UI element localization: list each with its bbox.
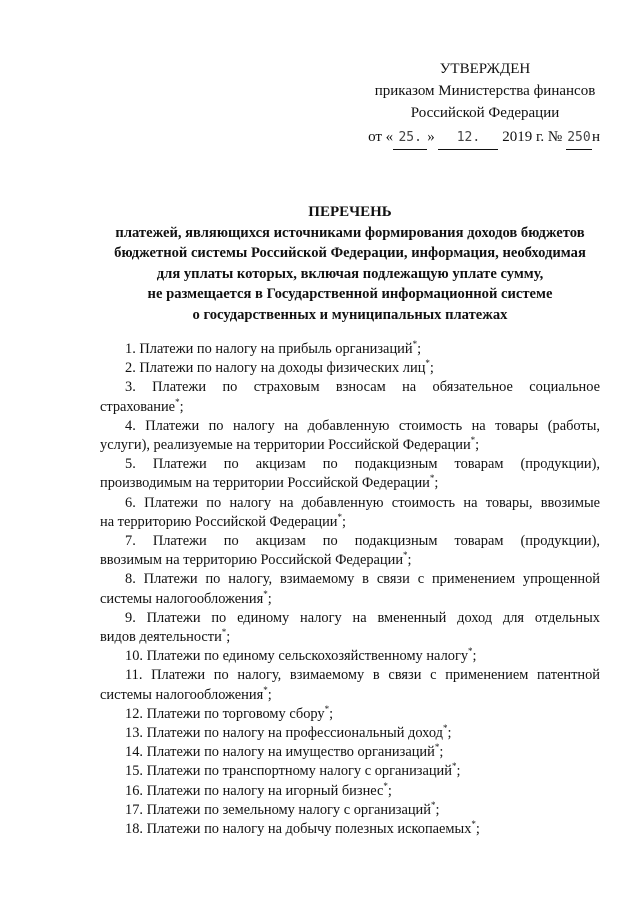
order-day: 25. <box>393 127 427 150</box>
list-item-text: 18. Платежи по налогу на добычу полезных ископаемых <box>125 821 472 838</box>
list-item-line <box>100 724 600 743</box>
list-item <box>100 455 600 493</box>
list-item-tail: ; <box>475 821 480 838</box>
footnote-mark: * <box>403 550 408 561</box>
list-item-text: 15. Платежи по транспортному налогу с организаций <box>125 763 452 780</box>
list-item-tail: ; <box>267 590 272 607</box>
list-item-line <box>100 474 600 493</box>
list-item-text: 12. Платежи по торговому сбору <box>125 705 325 722</box>
list-item-text: услуги), реализуемые на территории Российской Федерации <box>100 437 471 454</box>
list-item-line <box>100 378 600 397</box>
list-item-text: системы налогообложения <box>100 590 264 607</box>
approval-line-1: приказом Министерства финансов <box>374 83 596 99</box>
list-item-text: страхование <box>100 398 176 415</box>
footnote-mark: * <box>471 819 476 830</box>
list-item-tail: ; <box>329 705 334 722</box>
approval-line-2: Российской Федерации <box>410 105 560 121</box>
list-item <box>100 340 600 359</box>
list-item-text: 17. Платежи по земельному налогу с организаций <box>125 801 431 818</box>
footnote-mark: * <box>263 684 268 695</box>
document-title <box>90 202 610 326</box>
list-item-line <box>100 762 600 781</box>
title-line: бюджетной системы Российской Федерации, информация, необходимая <box>114 245 586 262</box>
list-item-line <box>100 647 600 666</box>
title-line: о государственных и муниципальных платежах <box>192 306 508 323</box>
list-item-line <box>100 590 600 609</box>
list-item-line <box>100 705 600 724</box>
footnote-mark: * <box>175 396 180 407</box>
list-item <box>100 532 600 570</box>
list-item-line <box>100 820 600 839</box>
list-item <box>100 609 600 647</box>
list-item <box>100 666 600 704</box>
list-item-tail: ; <box>341 513 346 530</box>
footnote-mark: * <box>442 723 448 734</box>
footnote-mark: * <box>468 646 473 657</box>
list-item <box>100 762 600 781</box>
list-item-line <box>100 609 600 628</box>
title-line: не размещается в Государственной информационной системе <box>147 286 553 303</box>
list-item-tail: ; <box>387 782 392 799</box>
list-item-text: на территорию Российской Федерации <box>100 513 338 530</box>
list-item-text: ввозимым на территорию Российской Федерации <box>100 552 404 569</box>
date-prefix: от « <box>368 129 394 145</box>
list-item-text: 8. Платежи по налогу, взимаемому в связи с применением упрощенной <box>125 571 600 588</box>
footnote-mark: * <box>425 358 430 369</box>
list-item-line <box>100 666 600 685</box>
list-item-tail: ; <box>447 725 452 742</box>
list-item <box>100 705 600 724</box>
list-item-line <box>100 398 600 417</box>
list-item-text: 7. Платежи по акцизам по подакцизным товарам (продукции), <box>125 533 600 550</box>
list-item-line <box>100 359 600 378</box>
approval-block <box>360 58 610 150</box>
list-item-tail: ; <box>475 437 480 454</box>
footnote-mark: * <box>430 800 436 811</box>
list-item-line <box>100 494 600 513</box>
list-item-line <box>100 628 600 647</box>
list-item <box>100 417 600 455</box>
footnote-mark: * <box>470 435 476 446</box>
footnote-mark: * <box>383 780 388 791</box>
list-item-text: 3. Платежи по страховым взносам на обязательное социальное <box>125 379 600 396</box>
list-item-line <box>100 551 600 570</box>
list-item-text: производимым на территории Российской Федерации <box>100 475 430 492</box>
list-item-line <box>100 436 600 455</box>
footnote-mark: * <box>221 627 227 638</box>
list-item <box>100 378 600 416</box>
list-item-line <box>100 340 600 359</box>
title-line: платежей, являющихся источниками формирования доходов бюджетов <box>115 224 585 241</box>
list-item-text: 11. Платежи по налогу, взимаемому в связи с применением патентной <box>125 667 600 684</box>
footnote-mark: * <box>324 704 330 715</box>
list-item-text: 1. Платежи по налогу на прибыль организаций <box>125 341 413 357</box>
list-item <box>100 647 600 666</box>
list-item-text: 4. Платежи по налогу на добавленную стоимость на товары (работы, <box>125 417 600 434</box>
list-item-tail: ; <box>456 763 461 780</box>
list-item-line <box>100 455 600 474</box>
list-item-tail: ; <box>226 629 231 646</box>
list-item-line <box>100 417 600 436</box>
footnote-mark: * <box>263 588 268 599</box>
approval-status: УТВЕРЖДЕН <box>439 61 531 77</box>
list-item <box>100 724 600 743</box>
list-item <box>100 494 600 532</box>
list-item-text: системы налогообложения <box>100 686 264 703</box>
list-item-tail: ; <box>435 801 440 818</box>
footnote-mark: * <box>451 761 457 772</box>
title-heading: ПЕРЕЧЕНЬ <box>308 204 392 220</box>
list-item <box>100 801 600 820</box>
list-item <box>100 782 600 801</box>
list-item <box>100 743 600 762</box>
list-item-text: 5. Платежи по акцизам по подакцизным товарам (продукции), <box>125 456 600 473</box>
list-item-tail: ; <box>472 648 477 665</box>
date-close-quote: » <box>427 129 435 145</box>
footnote-mark: * <box>429 473 435 484</box>
order-month: 12. <box>438 127 498 150</box>
list-item-text: видов деятельности <box>100 629 222 646</box>
list-item-tail: ; <box>429 360 434 377</box>
list-item-text: 16. Платежи по налогу на игорный бизнес <box>125 782 384 799</box>
list-item-line <box>100 532 600 551</box>
footnote-mark: * <box>337 512 342 523</box>
footnote-mark: * <box>412 339 418 350</box>
list-item-text: 2. Платежи по налогу на доходы физических лиц <box>125 360 426 377</box>
order-number: 250 <box>566 127 592 150</box>
list-item-text: 6. Платежи по налогу на добавленную стоимость на товары, ввозимые <box>125 494 600 511</box>
list-item-text: 10. Платежи по единому сельскохозяйственному налогу <box>125 648 469 665</box>
list-item-line <box>100 743 600 762</box>
list-item-tail: ; <box>267 686 272 703</box>
list-item <box>100 820 600 839</box>
list-item <box>100 359 600 378</box>
list-item-text: 9. Платежи по единому налогу на вмененный доход для отдельных <box>125 609 600 626</box>
list-item-tail: ; <box>179 398 184 415</box>
list-item <box>100 570 600 608</box>
list-item-tail: ; <box>434 475 439 492</box>
order-date-line <box>360 126 610 150</box>
title-line: для уплаты которых, включая подлежащую уплате сумму, <box>156 265 544 282</box>
list-item-line <box>100 686 600 705</box>
list-item-line <box>100 801 600 820</box>
list-item-tail: ; <box>417 341 422 357</box>
list-item-line <box>100 570 600 589</box>
payments-list <box>100 340 600 839</box>
list-item-line <box>100 513 600 532</box>
list-item-tail: ; <box>407 552 412 569</box>
order-year: 2019 г. № <box>502 129 563 145</box>
list-item-text: 13. Платежи по налогу на профессиональный доход <box>125 725 443 742</box>
list-item-tail: ; <box>439 744 444 761</box>
list-item-line <box>100 782 600 801</box>
footnote-mark: * <box>434 742 440 753</box>
order-number-suffix: н <box>591 129 600 145</box>
list-item-text: 14. Платежи по налогу на имущество организаций <box>125 744 435 761</box>
